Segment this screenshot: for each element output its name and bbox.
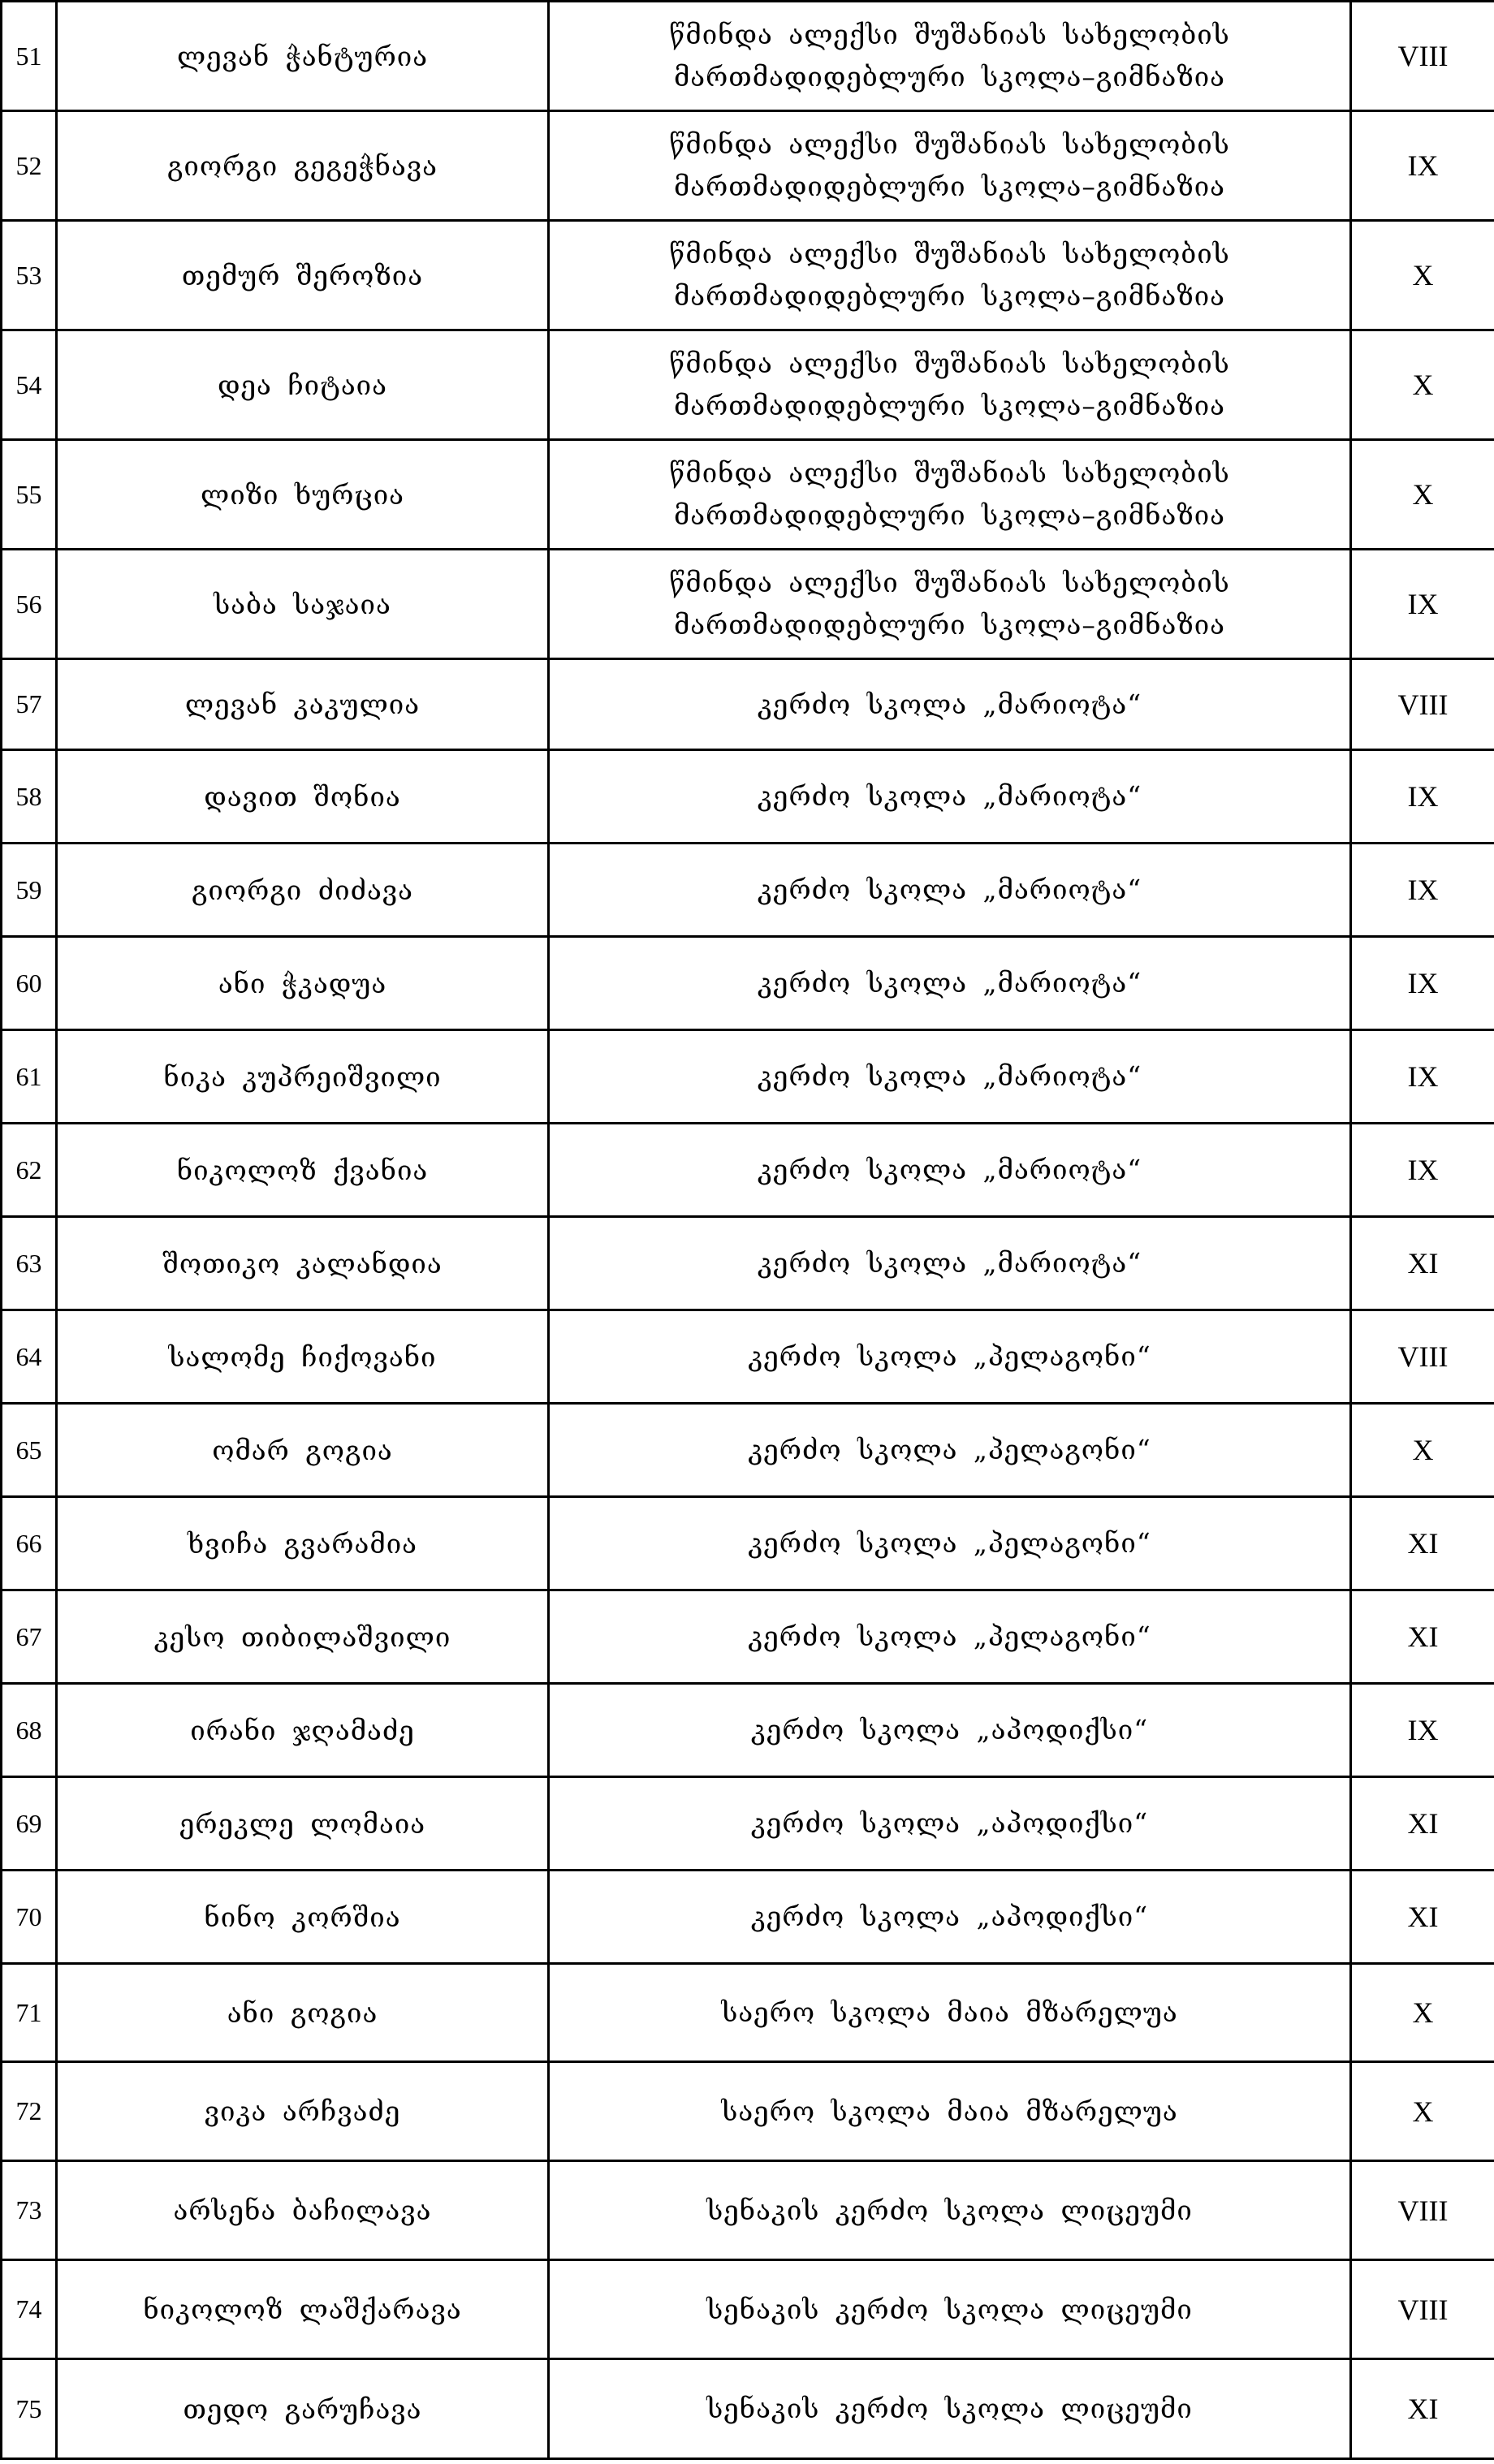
school-cell: [549, 111, 1351, 221]
school-name-line: კერძო სკოლა „მარიოტა“: [757, 1060, 1142, 1092]
school-name-line: მართმადიდებლური სკოლა–გიმნაზია: [673, 170, 1226, 202]
student-name-cell: არსენა ბაჩილავა: [57, 2161, 549, 2260]
school-cell: [549, 1777, 1351, 1871]
grade-cell: IX: [1351, 1684, 1494, 1777]
row-number-cell: 51: [2, 2, 57, 111]
school-cell: [549, 1964, 1351, 2062]
table-row: [2, 1217, 1494, 1310]
school-name-line: მართმადიდებლური სკოლა–გიმნაზია: [673, 499, 1226, 531]
school-name-line: საერო სკოლა მაია მზარელუა: [721, 1996, 1178, 2028]
student-name-cell: საბა საჯაია: [57, 550, 549, 659]
row-number-cell: 72: [2, 2062, 57, 2161]
school-cell: [549, 330, 1351, 440]
student-name-cell: ნინო კორშია: [57, 1871, 549, 1964]
school-name-line: წმინდა ალექსი შუშანიას სახელობის: [669, 347, 1230, 379]
student-name-cell: ვიკა არჩვაძე: [57, 2062, 549, 2161]
school-name-line: მართმადიდებლური სკოლა–გიმნაზია: [673, 280, 1226, 312]
row-number-cell: 54: [2, 330, 57, 440]
table-row: [2, 1310, 1494, 1404]
grade-cell: IX: [1351, 550, 1494, 659]
school-name-line: საერო სკოლა მაია მზარელუა: [721, 2095, 1178, 2127]
school-cell: [549, 1124, 1351, 1217]
grade-cell: XI: [1351, 1217, 1494, 1310]
student-name-cell: კესო თიბილაშვილი: [57, 1590, 549, 1684]
grade-cell: XI: [1351, 1777, 1494, 1871]
student-name-cell: ომარ გოგია: [57, 1404, 549, 1497]
table-row: [2, 1124, 1494, 1217]
row-number-cell: 61: [2, 1030, 57, 1124]
school-cell: [549, 1684, 1351, 1777]
school-cell: [549, 937, 1351, 1030]
table-row: [2, 937, 1494, 1030]
school-name-line: წმინდა ალექსი შუშანიას სახელობის: [669, 19, 1230, 50]
school-name-line: კერძო სკოლა „პელაგონი“: [748, 1434, 1151, 1465]
table-body: [2, 2, 1494, 2459]
grade-cell: IX: [1351, 844, 1494, 937]
row-number-cell: 71: [2, 1964, 57, 2062]
school-name-line: კერძო სკოლა „მარიოტა“: [757, 780, 1142, 812]
school-cell: [549, 440, 1351, 550]
school-name-line: კერძო სკოლა „მარიოტა“: [757, 967, 1142, 999]
grade-cell: XI: [1351, 1871, 1494, 1964]
student-name-cell: თემურ შეროზია: [57, 221, 549, 330]
table-row: [2, 2062, 1494, 2161]
school-name-line: სენაკის კერძო სკოლა ლიცეუმი: [706, 2393, 1193, 2424]
table-row: [2, 1684, 1494, 1777]
school-name-line: კერძო სკოლა „პელაგონი“: [748, 1620, 1151, 1652]
school-cell: [549, 1871, 1351, 1964]
student-name-cell: ლიზი ხურცია: [57, 440, 549, 550]
school-name-line: სენაკის კერძო სკოლა ლიცეუმი: [706, 2194, 1193, 2226]
table-row: [2, 2, 1494, 111]
school-cell: [549, 221, 1351, 330]
student-name-cell: დეა ჩიტაია: [57, 330, 549, 440]
student-name-cell: ნიკოლოზ ლაშქარავა: [57, 2260, 549, 2359]
table-row: [2, 550, 1494, 659]
grade-cell: VIII: [1351, 2260, 1494, 2359]
grade-cell: X: [1351, 1964, 1494, 2062]
school-name-line: კერძო სკოლა „მარიოტა“: [757, 1247, 1142, 1279]
school-name-line: წმინდა ალექსი შუშანიას სახელობის: [669, 457, 1230, 489]
table-row: [2, 1030, 1494, 1124]
school-cell: [549, 1310, 1351, 1404]
student-name-cell: გიორგი გეგეჭნავა: [57, 111, 549, 221]
student-name-cell: ირანი ჯღამაძე: [57, 1684, 549, 1777]
grade-cell: IX: [1351, 1030, 1494, 1124]
student-name-cell: ხვიჩა გვარამია: [57, 1497, 549, 1590]
school-name-line: მართმადიდებლური სკოლა–გიმნაზია: [673, 609, 1226, 641]
table-row: [2, 1777, 1494, 1871]
student-name-cell: ლევან კაკულია: [57, 659, 549, 750]
row-number-cell: 69: [2, 1777, 57, 1871]
grade-cell: X: [1351, 440, 1494, 550]
grade-cell: X: [1351, 221, 1494, 330]
table-row: [2, 2161, 1494, 2260]
school-cell: [549, 844, 1351, 937]
student-name-cell: სალომე ჩიქოვანი: [57, 1310, 549, 1404]
school-name-line: წმინდა ალექსი შუშანიას სახელობის: [669, 128, 1230, 160]
row-number-cell: 75: [2, 2359, 57, 2459]
table-row: [2, 440, 1494, 550]
grade-cell: VIII: [1351, 1310, 1494, 1404]
row-number-cell: 62: [2, 1124, 57, 1217]
grade-cell: IX: [1351, 111, 1494, 221]
row-number-cell: 65: [2, 1404, 57, 1497]
school-cell: [549, 2161, 1351, 2260]
school-name-line: კერძო სკოლა „მარიოტა“: [757, 874, 1142, 905]
school-cell: [549, 2, 1351, 111]
school-name-line: კერძო სკოლა „მარიოტა“: [757, 1154, 1142, 1185]
table-row: [2, 1404, 1494, 1497]
school-name-line: მართმადიდებლური სკოლა–გიმნაზია: [673, 61, 1226, 93]
row-number-cell: 55: [2, 440, 57, 550]
table-row: [2, 330, 1494, 440]
table-row: [2, 2359, 1494, 2459]
school-name-line: სენაკის კერძო სკოლა ლიცეუმი: [706, 2293, 1193, 2325]
student-name-cell: ერეკლე ლომაია: [57, 1777, 549, 1871]
row-number-cell: 52: [2, 111, 57, 221]
grade-cell: X: [1351, 1404, 1494, 1497]
row-number-cell: 68: [2, 1684, 57, 1777]
row-number-cell: 64: [2, 1310, 57, 1404]
row-number-cell: 73: [2, 2161, 57, 2260]
student-name-cell: ანი ჭკადუა: [57, 937, 549, 1030]
student-name-cell: თედო გარუჩავა: [57, 2359, 549, 2459]
school-cell: [549, 1217, 1351, 1310]
table-row: [2, 1871, 1494, 1964]
student-name-cell: ლევან ჭანტურია: [57, 2, 549, 111]
grade-cell: VIII: [1351, 2, 1494, 111]
school-cell: [549, 2359, 1351, 2459]
school-cell: [549, 659, 1351, 750]
school-cell: [549, 1590, 1351, 1684]
table-row: [2, 1964, 1494, 2062]
table-row: [2, 1497, 1494, 1590]
school-cell: [549, 1030, 1351, 1124]
row-number-cell: 66: [2, 1497, 57, 1590]
student-name-cell: დავით შონია: [57, 750, 549, 844]
table-row: [2, 1590, 1494, 1684]
grade-cell: X: [1351, 330, 1494, 440]
row-number-cell: 56: [2, 550, 57, 659]
student-name-cell: შოთიკო კალანდია: [57, 1217, 549, 1310]
student-name-cell: ნიკა კუპრეიშვილი: [57, 1030, 549, 1124]
row-number-cell: 58: [2, 750, 57, 844]
grade-cell: IX: [1351, 1124, 1494, 1217]
grade-cell: IX: [1351, 937, 1494, 1030]
school-name-line: მართმადიდებლური სკოლა–გიმნაზია: [673, 390, 1226, 421]
student-name-cell: ნიკოლოზ ქვანია: [57, 1124, 549, 1217]
school-name-line: კერძო სკოლა „პელაგონი“: [748, 1527, 1151, 1559]
school-name-line: წმინდა ალექსი შუშანიას სახელობის: [669, 567, 1230, 598]
table-row: [2, 659, 1494, 750]
row-number-cell: 59: [2, 844, 57, 937]
row-number-cell: 67: [2, 1590, 57, 1684]
grade-cell: IX: [1351, 750, 1494, 844]
table-row: [2, 221, 1494, 330]
school-cell: [549, 2260, 1351, 2359]
school-name-line: კერძო სკოლა „აპოდიქსი“: [750, 1807, 1149, 1839]
student-name-cell: გიორგი ძიძავა: [57, 844, 549, 937]
school-cell: [549, 2062, 1351, 2161]
school-name-line: კერძო სკოლა „პელაგონი“: [748, 1340, 1151, 1372]
row-number-cell: 63: [2, 1217, 57, 1310]
row-number-cell: 74: [2, 2260, 57, 2359]
grade-cell: X: [1351, 2062, 1494, 2161]
school-cell: [549, 750, 1351, 844]
school-cell: [549, 1497, 1351, 1590]
school-cell: [549, 1404, 1351, 1497]
school-name-line: წმინდა ალექსი შუშანიას სახელობის: [669, 238, 1230, 270]
grade-cell: XI: [1351, 1497, 1494, 1590]
school-name-line: კერძო სკოლა „აპოდიქსი“: [750, 1714, 1149, 1746]
school-cell: [549, 550, 1351, 659]
table-row: [2, 750, 1494, 844]
grade-cell: XI: [1351, 1590, 1494, 1684]
row-number-cell: 60: [2, 937, 57, 1030]
table-row: [2, 111, 1494, 221]
student-name-cell: ანი გოგია: [57, 1964, 549, 2062]
table-row: [2, 844, 1494, 937]
grade-cell: VIII: [1351, 659, 1494, 750]
school-name-line: კერძო სკოლა „აპოდიქსი“: [750, 1901, 1149, 1932]
table-row: [2, 2260, 1494, 2359]
row-number-cell: 70: [2, 1871, 57, 1964]
row-number-cell: 57: [2, 659, 57, 750]
school-name-line: კერძო სკოლა „მარიოტა“: [757, 688, 1142, 720]
grade-cell: VIII: [1351, 2161, 1494, 2260]
grade-cell: XI: [1351, 2359, 1494, 2459]
row-number-cell: 53: [2, 221, 57, 330]
